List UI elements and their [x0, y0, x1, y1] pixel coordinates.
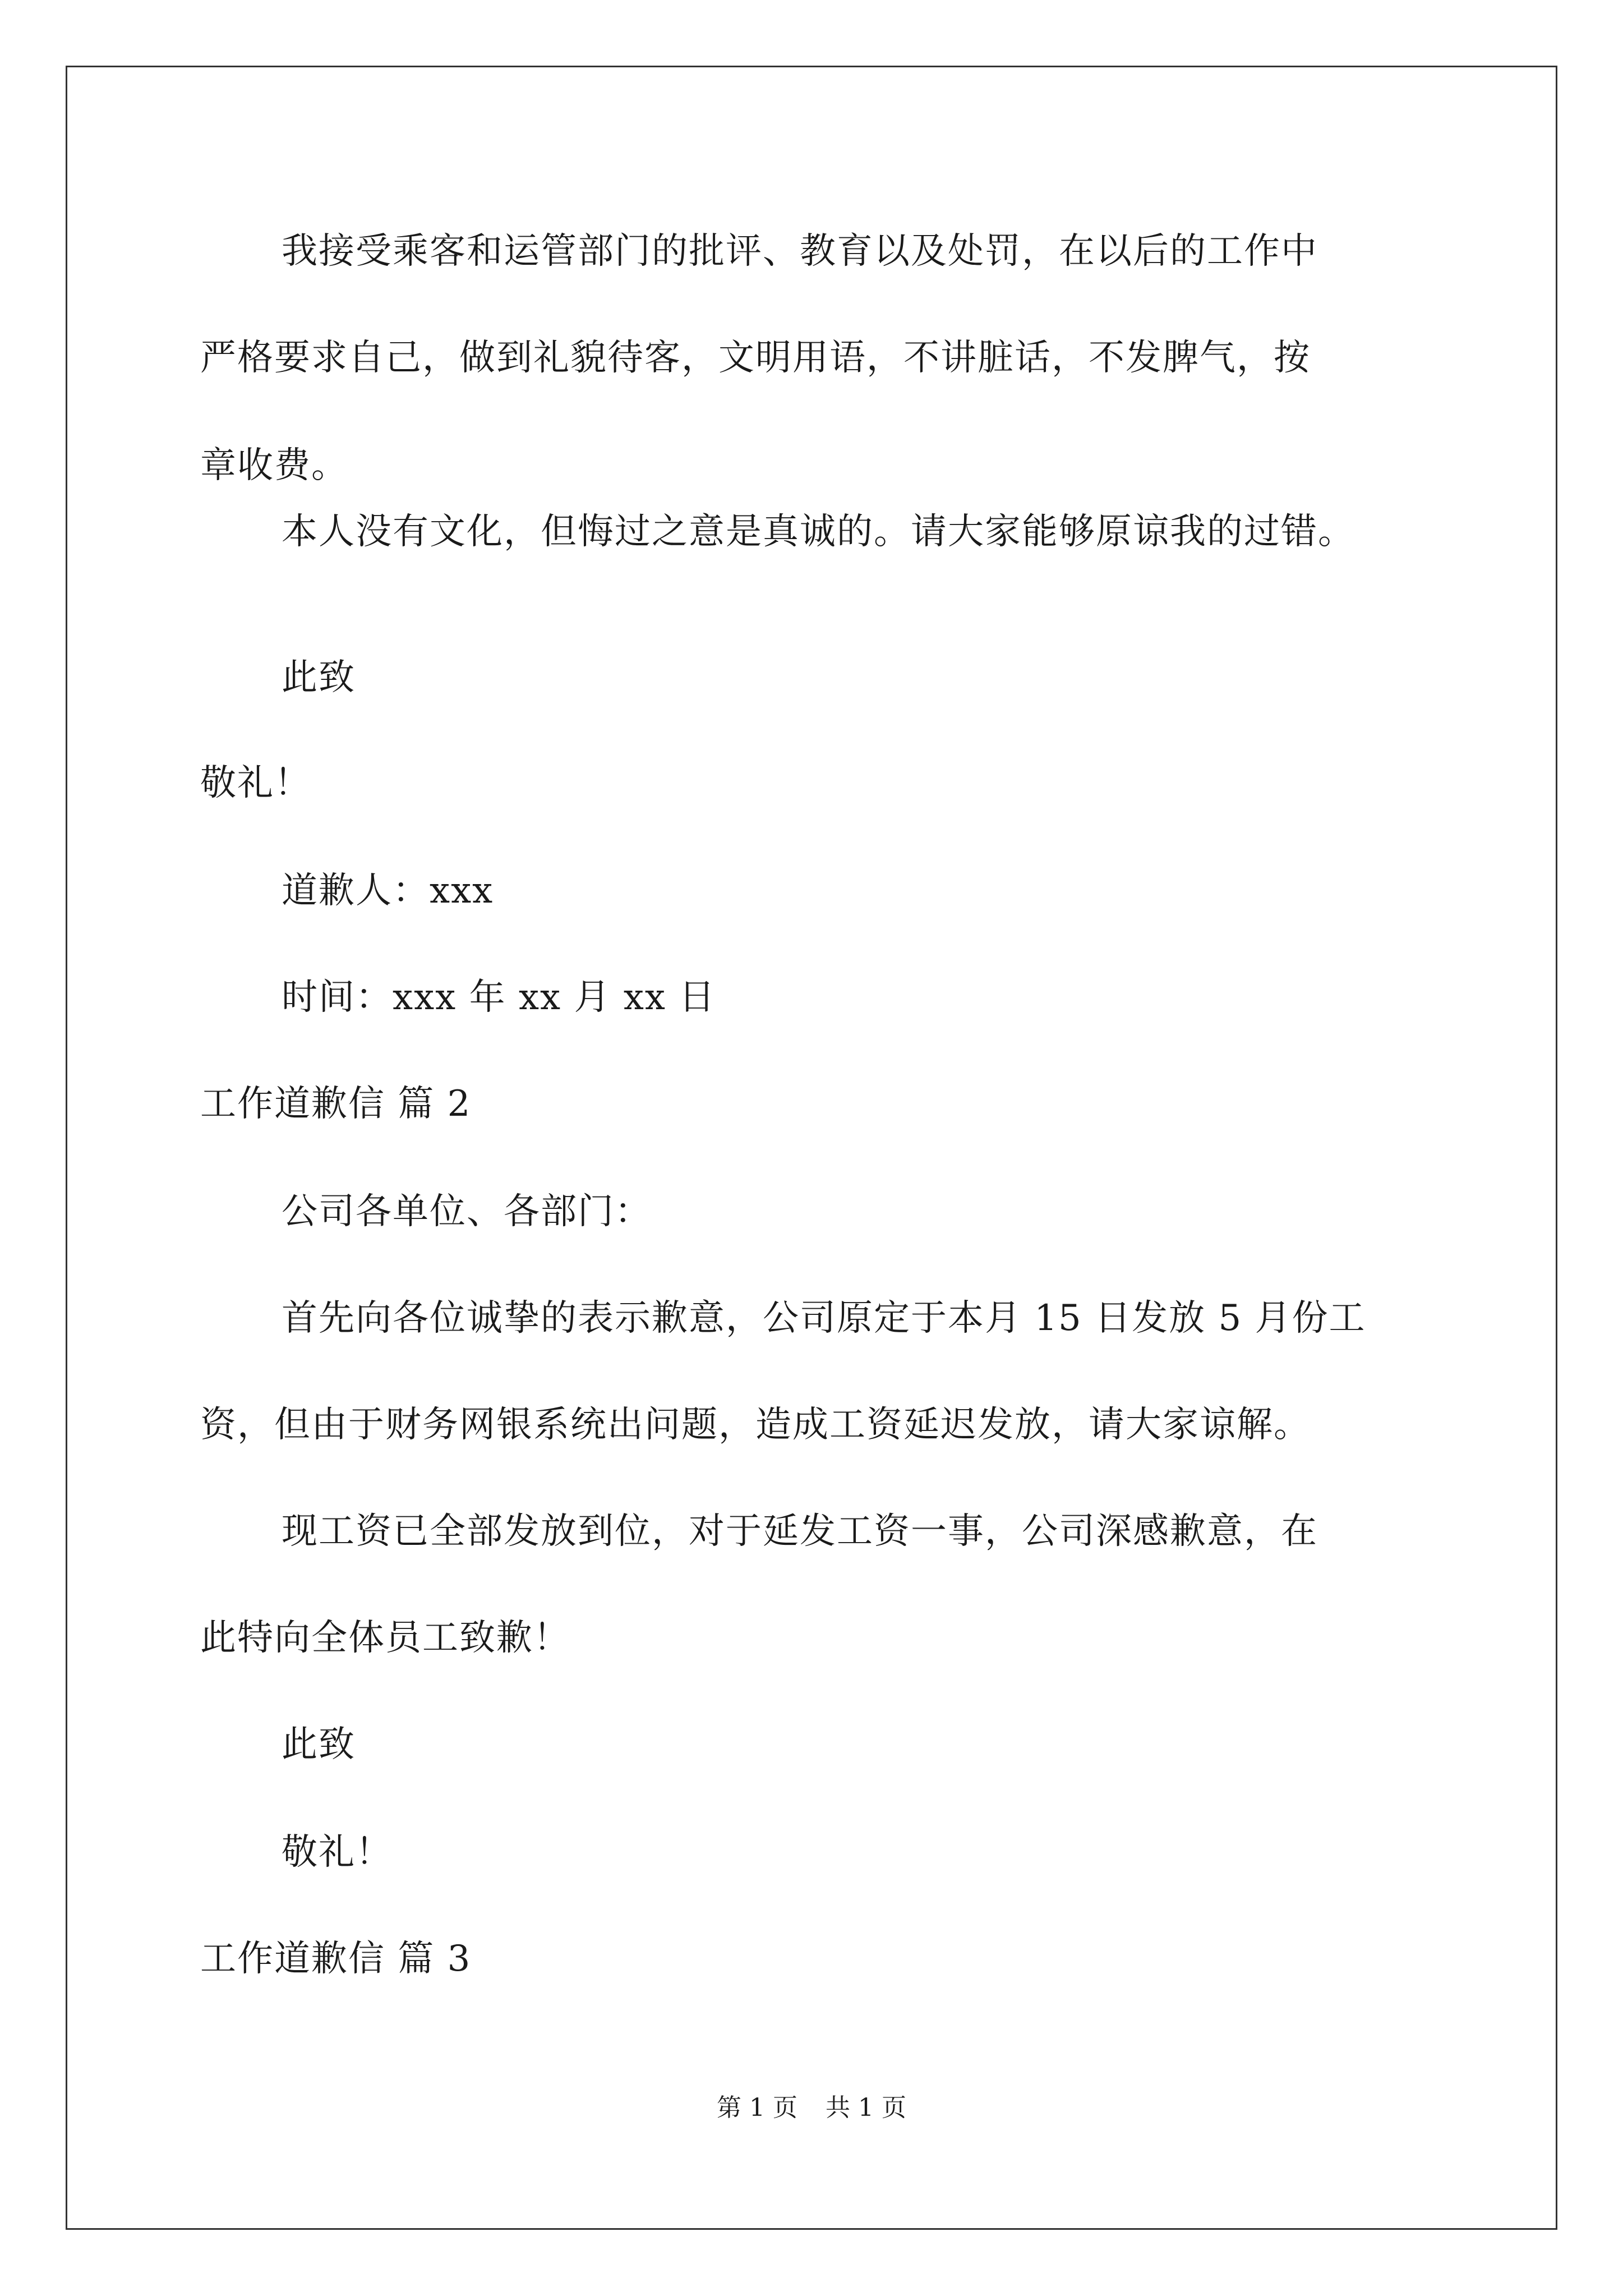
page-number: 第 1 页 — [717, 2093, 797, 2122]
paragraph-line: 章收费。 — [200, 445, 348, 486]
paragraph-line: 我接受乘客和运管部门的批评、教育以及处罚，在以后的工作中 — [282, 231, 1318, 272]
paragraph-line: 此特向全体员工致歉！ — [200, 1617, 570, 1659]
paragraph-line: 资，但由于财务网银系统出问题，造成工资延迟发放，请大家谅解。 — [200, 1404, 1311, 1446]
salutation-line: 敬礼！ — [282, 1832, 393, 1873]
closing-line: 此致 — [282, 657, 356, 698]
signature-line: 道歉人：xxx — [282, 870, 494, 912]
section-heading: 工作道歉信 篇 2 — [200, 1083, 472, 1125]
closing-line: 此致 — [282, 1724, 356, 1765]
page-footer — [0, 2092, 1623, 2124]
paragraph-line: 现工资已全部发放到位，对于延发工资一事，公司深感歉意，在 — [282, 1511, 1318, 1552]
paragraph-line: 首先向各位诚挚的表示歉意，公司原定于本月 15 日发放 5 月份工 — [282, 1297, 1366, 1339]
paragraph-line: 本人没有文化，但悔过之意是真诚的。请大家能够原谅我的过错。 — [282, 511, 1355, 553]
paragraph-line: 严格要求自己，做到礼貌待客，文明用语，不讲脏话，不发脾气，按 — [200, 337, 1311, 379]
page-total: 共 1 页 — [826, 2093, 906, 2122]
salutation-line: 敬礼！ — [200, 762, 311, 804]
section-heading: 工作道歉信 篇 3 — [200, 1938, 472, 1980]
addressee-line: 公司各单位、各部门： — [282, 1191, 652, 1232]
page-frame — [66, 66, 1557, 2230]
date-line: 时间：xxx 年 xx 月 xx 日 — [282, 977, 716, 1018]
